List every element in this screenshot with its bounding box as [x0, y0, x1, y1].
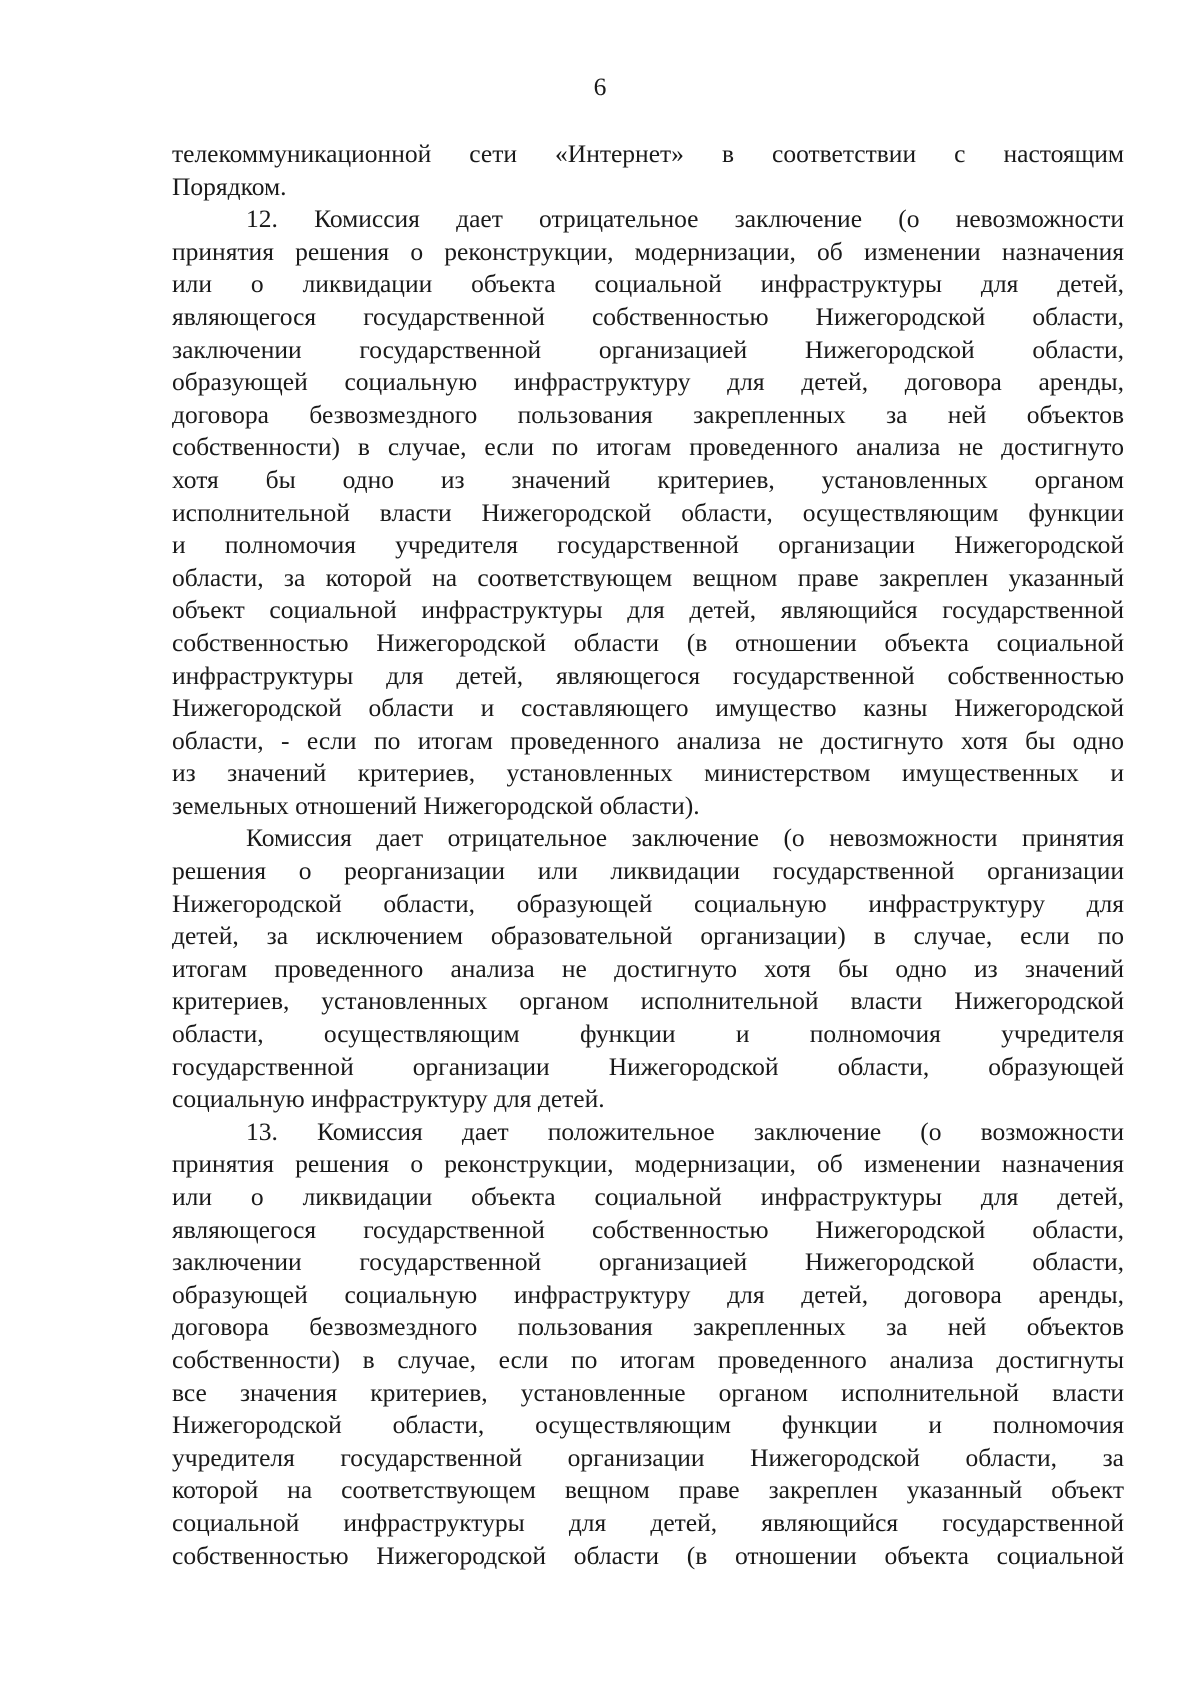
text-line: из значений критериев, установленных министерством имущественных и — [172, 758, 1124, 788]
text-line: исполнительной власти Нижегородской области, осуществляющим функции — [172, 497, 1124, 527]
text-line: собственностью Нижегородской области (в отношении объекта социальной — [172, 627, 1124, 657]
text-line: образующей социальную инфраструктуру для детей, договора аренды, — [172, 367, 1124, 397]
text-line: являющегося государственной собственностью Нижегородской области, — [172, 301, 1124, 331]
text-line: являющегося государственной собственностью Нижегородской области, — [172, 1214, 1124, 1244]
text-line: или о ликвидации объекта социальной инфраструктуры для детей, — [172, 269, 1124, 299]
text-line: области, за которой на соответствующем вещном праве закреплен указанный — [172, 562, 1124, 592]
text-line: образующей социальную инфраструктуру для детей, договора аренды, — [172, 1279, 1124, 1309]
text-line: все значения критериев, установленные органом исполнительной власти — [172, 1377, 1124, 1407]
text-line: заключении государственной организацией Нижегородской области, — [172, 334, 1124, 364]
text-line: собственностью Нижегородской области (в отношении объекта социальной — [172, 1540, 1124, 1570]
text-line: договора безвозмездного пользования закрепленных за ней объектов — [172, 1312, 1124, 1342]
text-line: собственности) в случае, если по итогам проведенного анализа достигнуты — [172, 1344, 1124, 1374]
text-line: 12. Комиссия дает отрицательное заключение (о невозможности — [246, 204, 1124, 234]
text-line: или о ликвидации объекта социальной инфраструктуры для детей, — [172, 1182, 1124, 1211]
text-line: которой на соответствующем вещном праве закреплен указанный объект — [172, 1475, 1124, 1505]
text-line: области, осуществляющим функции и полномочия учредителя — [172, 1019, 1124, 1049]
text-line: Комиссия дает отрицательное заключение (о невозможности принятия — [246, 823, 1124, 853]
text-line: объект социальной инфраструктуры для детей, являющийся государственной — [172, 595, 1124, 625]
text-line: принятия решения о реконструкции, модернизации, об изменении назначения — [172, 1149, 1124, 1179]
text-line: Нижегородской области, осуществляющим функции и полномочия — [172, 1410, 1124, 1440]
text-line: заключении государственной организацией Нижегородской области, — [172, 1247, 1124, 1277]
text-line: детей, за исключением образовательной организации) в случае, если по — [172, 921, 1124, 951]
text-line: принятия решения о реконструкции, модернизации, об изменении назначения — [172, 236, 1124, 266]
text-line: государственной организации Нижегородской области, образующей — [172, 1051, 1124, 1081]
text-line: земельных отношений Нижегородской области). — [172, 790, 700, 820]
text-line: Нижегородской области и составляющего имущество казны Нижегородской — [172, 693, 1124, 723]
text-line: решения о реорганизации или ликвидации государственной организации — [172, 856, 1124, 886]
text-line: области, - если по итогам проведенного анализа не достигнуто хотя бы одно — [172, 725, 1124, 755]
document-body — [172, 138, 1124, 1572]
text-line: Порядком. — [172, 171, 287, 201]
page-number: 6 — [593, 72, 607, 101]
text-line: социальной инфраструктуры для детей, являющийся государственной — [172, 1507, 1124, 1537]
text-line: Нижегородской области, образующей социальную инфраструктуру для — [172, 888, 1124, 918]
text-line: хотя бы одно из значений критериев, установленных органом — [172, 464, 1124, 494]
text-line: и полномочия учредителя государственной организации Нижегородской — [172, 530, 1124, 560]
text-line: телекоммуникационной сети «Интернет» в соответствии с настоящим — [172, 139, 1124, 168]
text-line: договора безвозмездного пользования закрепленных за ней объектов — [172, 399, 1124, 429]
text-line: итогам проведенного анализа не достигнуто хотя бы одно из значений — [172, 953, 1124, 983]
text-line: собственности) в случае, если по итогам проведенного анализа не достигнуто — [172, 432, 1124, 462]
text-line: 13. Комиссия дает положительное заключение (о возможности — [246, 1116, 1124, 1146]
text-line: социальную инфраструктуру для детей. — [172, 1084, 605, 1114]
text-line: инфраструктуры для детей, являющегося государственной собственностью — [172, 660, 1124, 690]
text-line: критериев, установленных органом исполнительной власти Нижегородской — [172, 986, 1124, 1016]
text-line: учредителя государственной организации Нижегородской области, за — [172, 1442, 1124, 1472]
